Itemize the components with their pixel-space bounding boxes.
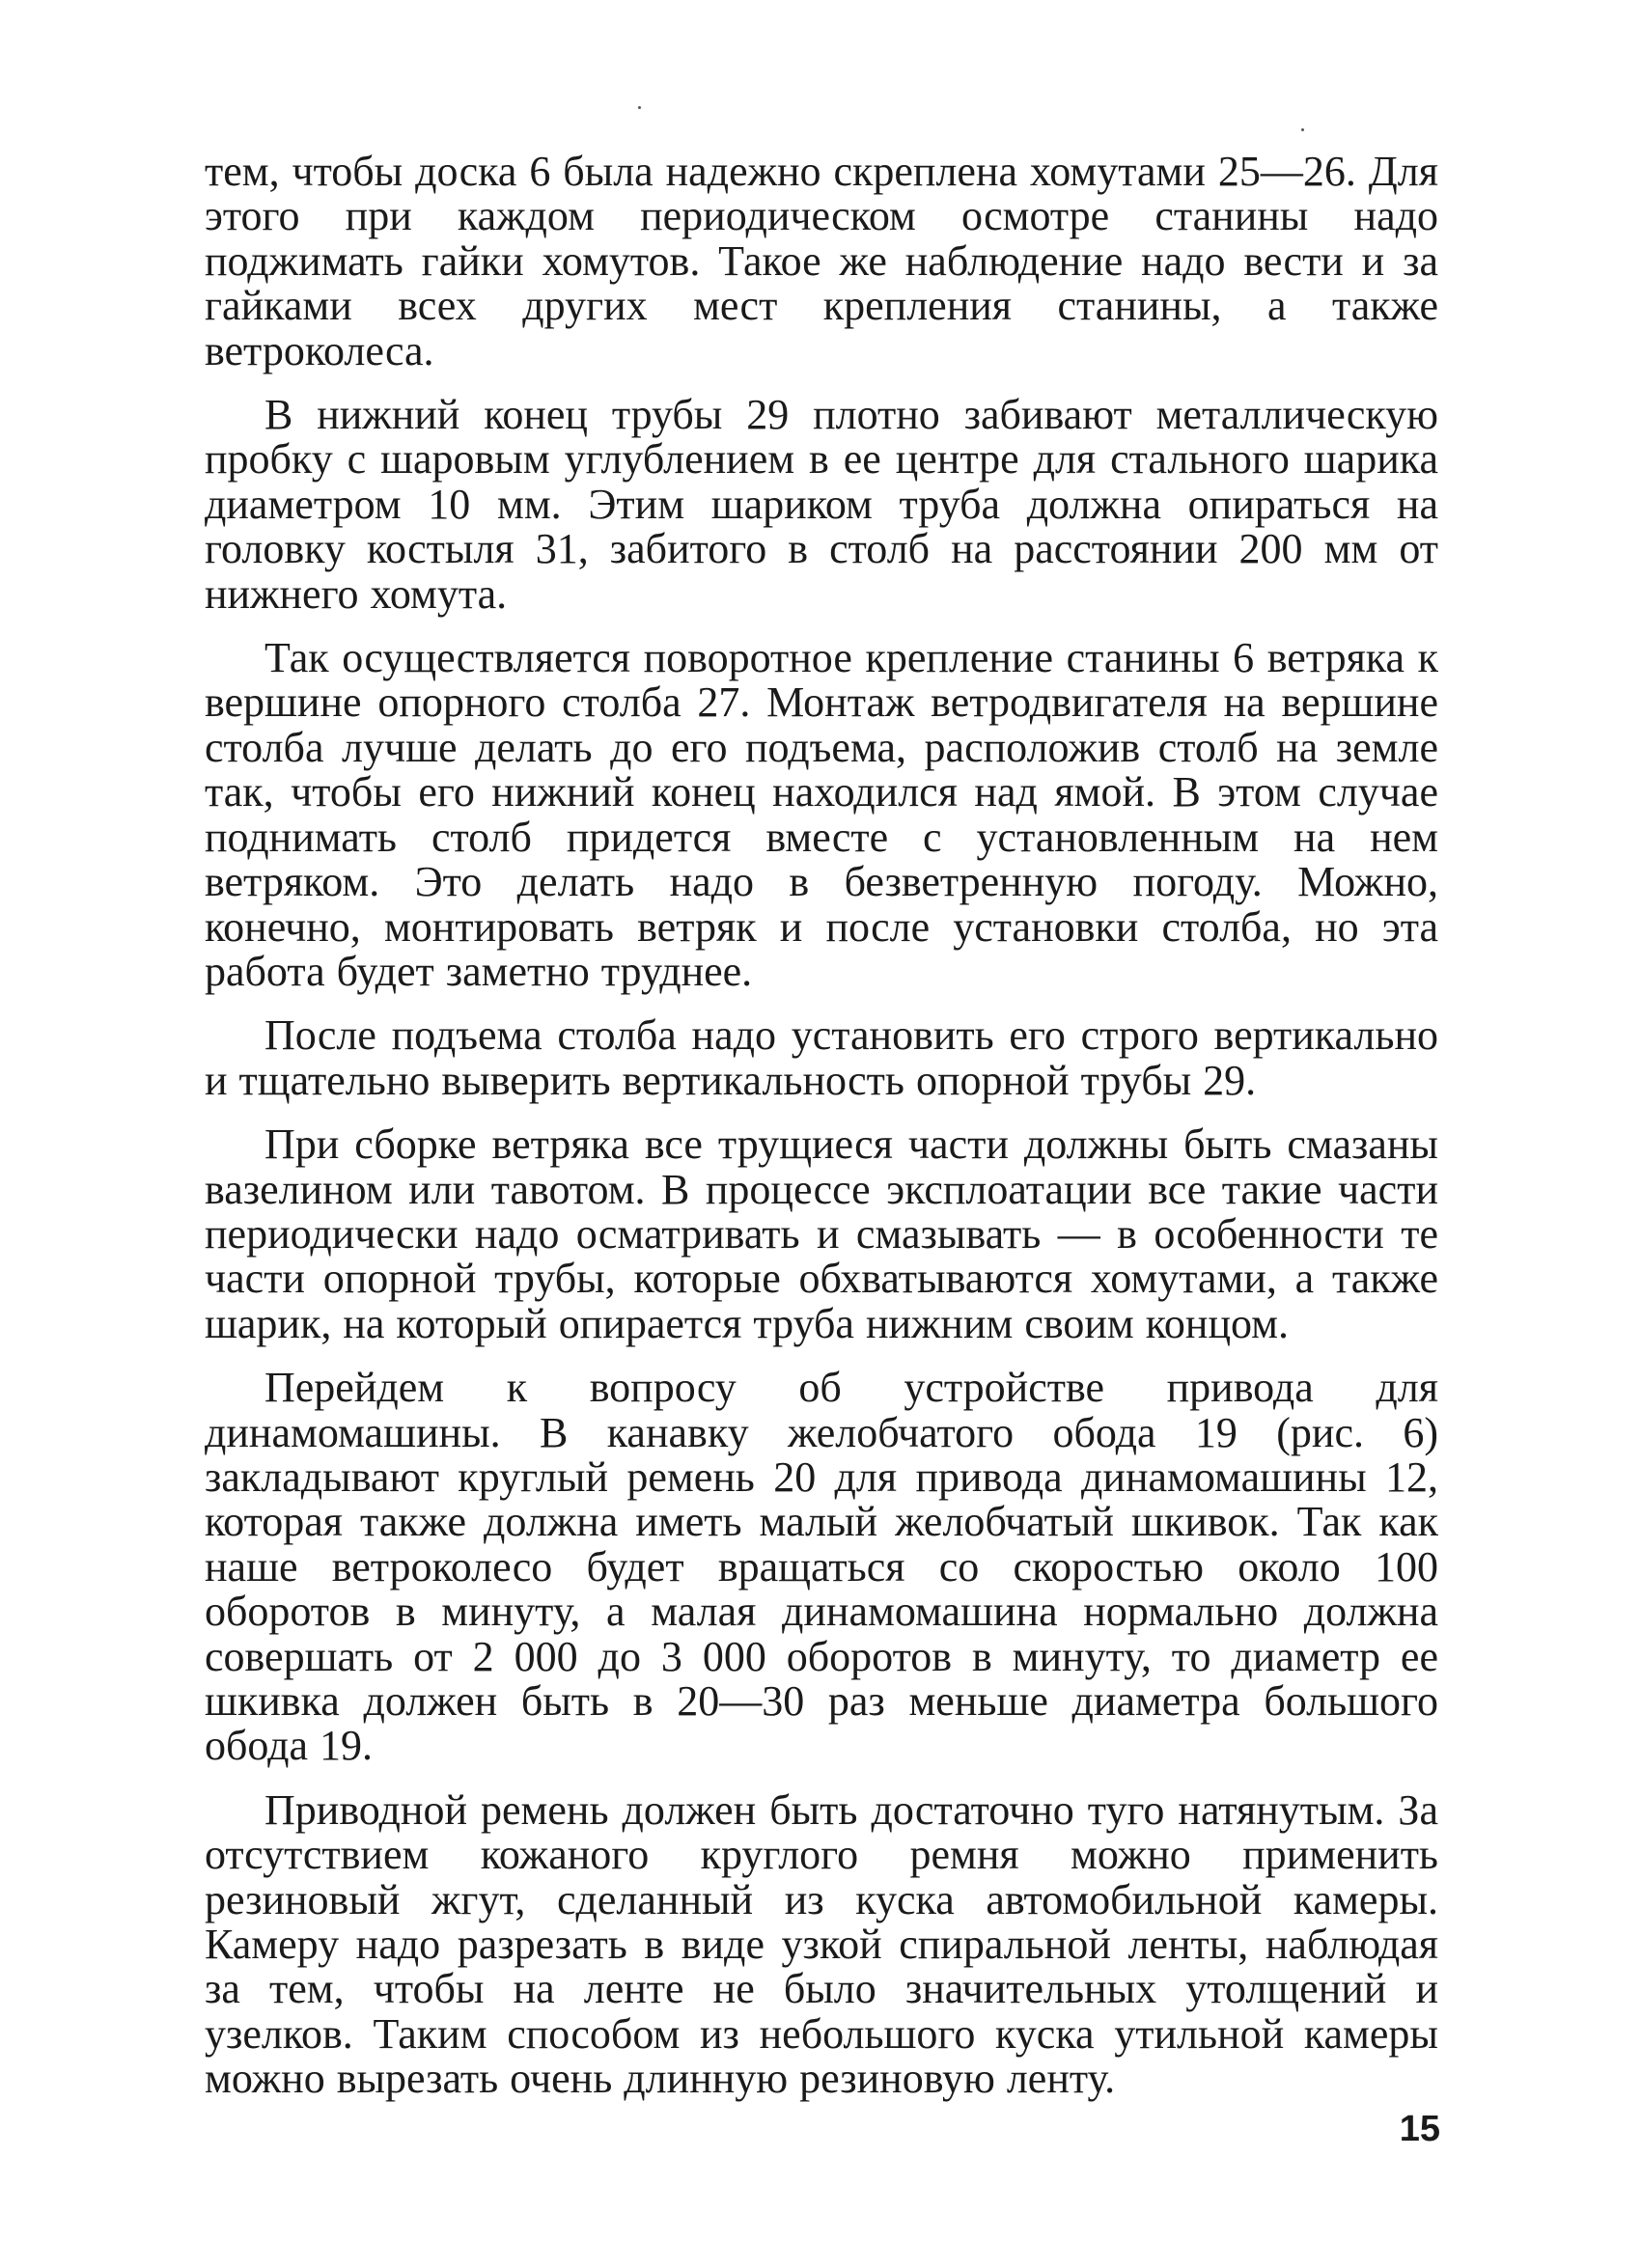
paragraph-3: Так осуществляется поворотное крепление станины 6 ветряка к вершине опорного столба 27. Монтаж ветродвигателя на вершине столба лучше делать до его подъема, расположив столб на земле так, чтобы его нижний конец находился над ямой. В этом случае поднимать столб придется вместе с установленным на нем ветряком. Это делать надо в безветренную погоду. Можно, конечно, монтировать ветряк и после установки столба, но эта работа будет заметно труднее. — [205, 634, 1438, 995]
scan-speck — [638, 106, 641, 109]
paragraph-4: После подъема столба надо установить его строго вертикально и тщательно выверить вертикальность опорной трубы 29. — [205, 1011, 1438, 1104]
page-number: 15 — [1399, 2109, 1440, 2149]
paragraph-1: тем, чтобы доска 6 была надежно скреплена хомутами 25—26. Для этого при каждом периодическом осмотре станины надо поджимать гайки хомутов. Такое же наблюдение надо вести и за гайками всех других мест крепления станины, а также ветроколеса. — [205, 148, 1438, 374]
paragraph-2: В нижний конец трубы 29 плотно забивают металлическую пробку с шаровым углублением в ее центре для стального шарика диаметром 10 мм. Этим шариком труба должна опираться на головку костыля 31, забитого в столб на расстоянии 200 мм от нижнего хомута. — [205, 391, 1438, 618]
scan-speck — [1301, 128, 1304, 131]
paragraph-6: Перейдем к вопросу об устройстве привода для динамомашины. В канавку желобчатого обода 19 (рис. 6) закладывают круглый ремень 20 для привода динамомашины 12, которая также должна иметь малый желобчатый шкивок. Так как наше ветроколесо будет вращаться со скоростью около 100 оборотов в минуту, а малая динамомашина нормально должна совершать от 2 000 до 3 000 оборотов в минуту, то диаметр ее шкивка должен быть в 20—30 раз меньше диаметра большого обода 19. — [205, 1364, 1438, 1770]
page-body — [205, 150, 1438, 2121]
paragraph-7: Приводной ремень должен быть достаточно туго натянутым. За отсутствием кожаного круглого ремня можно применить резиновый жгут, сделанный из куска автомобильной камеры. Камеру надо разрезать в виде узкой спиральной ленты, наблюдая за тем, чтобы на ленте не было значительных утолщений и узелков. Таким способом из небольшого куска утильной камеры можно вырезать очень длинную резиновую ленту. — [205, 1785, 1438, 2103]
paragraph-5: При сборке ветряка все трущиеся части должны быть смазаны вазелином или тавотом. В процессе эксплоатации все такие части периодически надо осматривать и смазывать — в особенности те части опорной трубы, которые обхватываются хомутами, а также шарик, на который опирается труба нижним своим концом. — [205, 1120, 1438, 1347]
